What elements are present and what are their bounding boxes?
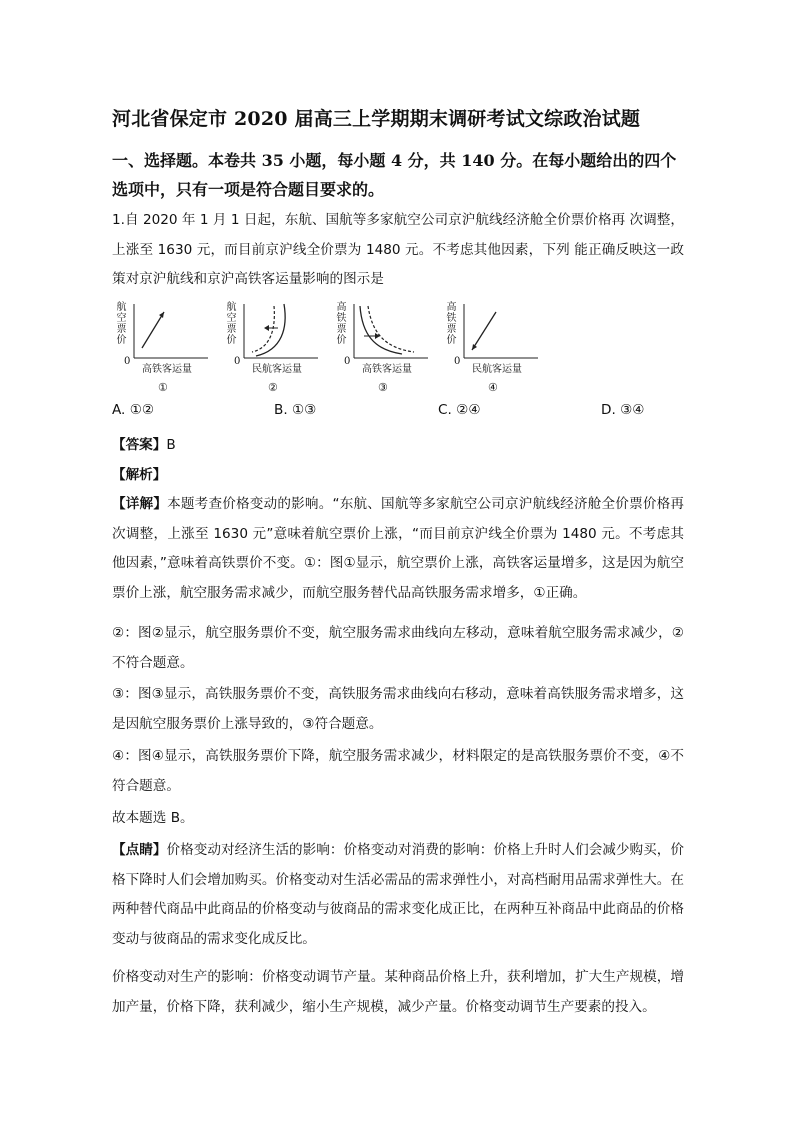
section-heading: 一、选择题。本卷共 35 小题，每小题 4 分，共 140 分。在每小题给出的四个选项中，只有一项是符合题目要求的。 bbox=[112, 151, 677, 199]
diagram-2-ylabel: 航空票价 bbox=[226, 302, 237, 346]
diagram-3-xlabel: 高铁客运量 bbox=[362, 364, 412, 375]
diagram-1 bbox=[112, 298, 217, 398]
question-text: 1.自 2020 年 1 月 1 日起，东航、国航等多家航空公司京沪航线经济舱全价票价格再 次调整，上涨至 1630 元，而目前京沪线全价票为 1480 元。不考虑其他因素，下列 能正确反映这一政策对京沪航线和京沪高铁客运量影响的图示是 bbox=[112, 212, 684, 287]
diagram-2-origin: 0 bbox=[234, 356, 241, 367]
analysis-tag: 【解析】 bbox=[112, 467, 167, 483]
diagram-3-number: ③ bbox=[378, 381, 388, 394]
diagram-1-number: ① bbox=[158, 381, 168, 394]
point-4-paragraph: ④：图④显示，高铁服务票价下降，航空服务需求减少，材料限定的是高铁服务票价不变，④不符合题意。 bbox=[112, 748, 684, 794]
diagram-4-origin: 0 bbox=[454, 356, 461, 367]
answer-value: B bbox=[166, 437, 176, 453]
diagram-row bbox=[112, 298, 552, 398]
page-title: 河北省保定市 2020 届高三上学期期末调研考试文综政治试题 bbox=[112, 108, 641, 130]
detail-text: 本题考查价格变动的影响。“东航、国航等多家航空公司京沪航线经济舱全价票价格再次调整，上涨至 1630 元”意味着航空票价上涨，“而目前京沪线全价票为 1480 元。不考虑其他因素，”意味着高铁票价不变。①：图①显示，航空票价上涨，高铁客运量增多，这是因为航空票价上涨，航空服务需求减少，而航空服务替代品高铁服务需求增多，①正确。 bbox=[112, 496, 685, 601]
diagram-1-ylabel: 航空票价 bbox=[116, 302, 127, 346]
option-a[interactable]: A. ①② bbox=[112, 402, 155, 418]
diagram-3 bbox=[332, 298, 437, 398]
diagram-2-number: ② bbox=[268, 381, 278, 394]
diagram-2 bbox=[222, 298, 327, 398]
answer-tag: 【答案】 bbox=[112, 437, 167, 453]
diagram-2-xlabel: 民航客运量 bbox=[252, 364, 302, 375]
analysis-line bbox=[112, 461, 684, 491]
diagram-1-xlabel: 高铁客运量 bbox=[142, 364, 192, 375]
diagram-1-origin: 0 bbox=[124, 356, 131, 367]
production-paragraph: 价格变动对生产的影响：价格变动调节产量。某种商品价格上升，获利增加，扩大生产规模，增加产量，价格下降，获利减少，缩小生产规模，减少产量。价格变动调节生产要素的投入。 bbox=[112, 969, 684, 1015]
point-2-paragraph: ②：图②显示，航空服务票价不变，航空服务需求曲线向左移动，意味着航空服务需求减少，②不符合题意。 bbox=[112, 625, 684, 671]
conclusion-line: 故本题选 B。 bbox=[112, 810, 194, 826]
answer-options bbox=[112, 402, 672, 426]
diagram-4-number: ④ bbox=[488, 381, 498, 394]
diagram-4-ylabel: 高铁票价 bbox=[446, 302, 457, 346]
point-tag: 【点睛】 bbox=[112, 842, 167, 858]
diagram-3-ylabel: 高铁票价 bbox=[336, 302, 347, 346]
point-text: 价格变动对经济生活的影响：价格变动对消费的影响：价格上升时人们会减少购买，价格下降时人们会增加购买。价格变动对生活必需品的需求弹性小，对高档耐用品需求弹性大。在两种替代商品中此商品的价格变动与彼商品的需求变化成正比，在两种互补商品中此商品的价格变动与彼商品的需求变化成反比。 bbox=[112, 842, 685, 947]
option-c[interactable]: C. ②④ bbox=[438, 402, 481, 418]
option-d[interactable]: D. ③④ bbox=[601, 402, 645, 418]
detail-tag: 【详解】 bbox=[112, 496, 168, 512]
diagram-4-xlabel: 民航客运量 bbox=[472, 364, 522, 375]
diagram-4 bbox=[442, 298, 547, 398]
detail-paragraph bbox=[112, 490, 684, 608]
point-3-paragraph: ③：图③显示，高铁服务票价不变，高铁服务需求曲线向右移动，意味着高铁服务需求增多，这是因航空服务票价上涨导致的，③符合题意。 bbox=[112, 686, 684, 732]
diagram-3-origin: 0 bbox=[344, 356, 351, 367]
point-paragraph bbox=[112, 836, 684, 954]
answer-line bbox=[112, 431, 684, 461]
option-b[interactable]: B. ①③ bbox=[274, 402, 317, 418]
